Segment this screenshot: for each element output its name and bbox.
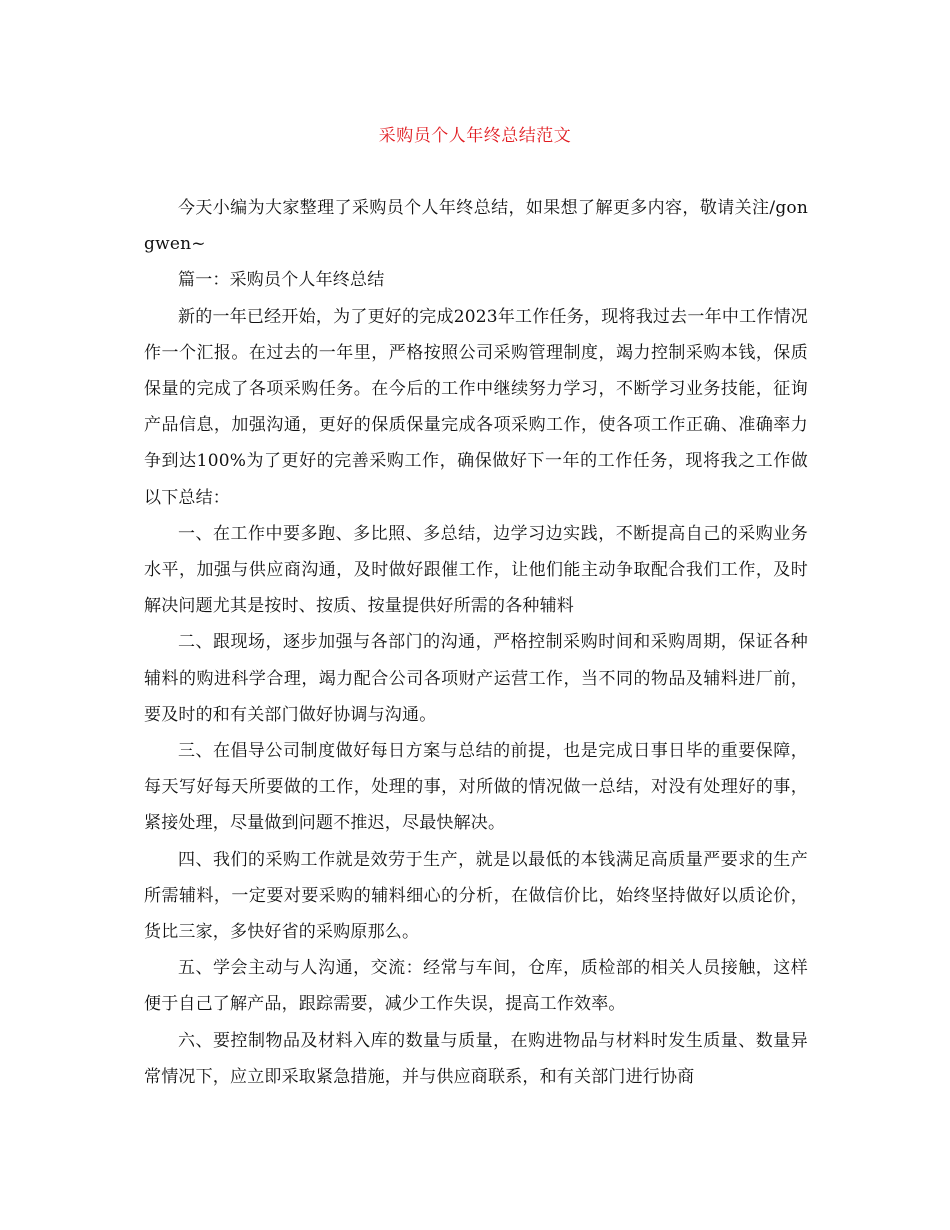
point-paragraph-3: 三、在倡导公司制度做好每日方案与总结的前提，也是完成日事日毕的重要保障，每天写好每天所要做的工作，处理的事，对所做的情况做一总结，对没有处理好的事，紧接处理，尽量做到问题不推迟，尽最快解决。: [144, 741, 808, 834]
point-paragraph-4: 四、我们的采购工作就是效劳于生产，就是以最低的本钱满足高质量严要求的生产所需辅料，一定要对要采购的辅料细心的分析，在做信价比，始终坚持做好以质论价，货比三家，多快好省的采购原那么。: [144, 849, 808, 943]
section-heading: 篇一：采购员个人年终总结: [178, 270, 385, 291]
point-paragraph-1: 一、在工作中要多跑、多比照、多总结，边学习边实践，不断提高自己的采购业务水平，加强与供应商沟通，及时做好跟催工作，让他们能主动争取配合我们工作，及时解决问题尤其是按时、按质、按量提供好所需的各种辅料: [144, 523, 808, 617]
document-body: [144, 190, 808, 1095]
body-paragraph: 新的一年已经开始，为了更好的完成2023年工作任务，现将我过去一年中工作情况作一个汇报。在过去的一年里，严格按照公司采购管理制度，竭力控制采购本钱，保质保量的完成了各项采购任务。在今后的工作中继续努力学习，不断学习业务技能，征询产品信息，加强沟通，更好的保质保量完成各项采购工作，使各项工作正确、准确率力争到达100%为了更好的完善采购工作，确保做好下一年的工作任务，现将我之工作做以下总结：: [144, 306, 808, 508]
point-paragraph-2: 二、跟现场，逐步加强与各部门的沟通，严格控制采购时间和采购周期，保证各种辅料的购进科学合理，竭力配合公司各项财产运营工作，当不同的物品及辅料进厂前，要及时的和有关部门做好协调与沟通。: [144, 632, 808, 725]
document-title: 采购员个人年终总结范文: [378, 126, 572, 146]
intro-paragraph: 今天小编为大家整理了采购员个人年终总结，如果想了解更多内容，敬请关注/gongwen~: [144, 198, 808, 255]
point-paragraph-5: 五、学会主动与人沟通，交流：经常与车间，仓库，质检部的相关人员接触，这样便于自己了解产品，跟踪需要，减少工作失误，提高工作效率。: [144, 958, 808, 1015]
point-paragraph-6: 六、要控制物品及材料入库的数量与质量，在购进物品与材料时发生质量、数量异常情况下，应立即采取紧急措施，并与供应商联系，和有关部门进行协商: [144, 1030, 808, 1087]
